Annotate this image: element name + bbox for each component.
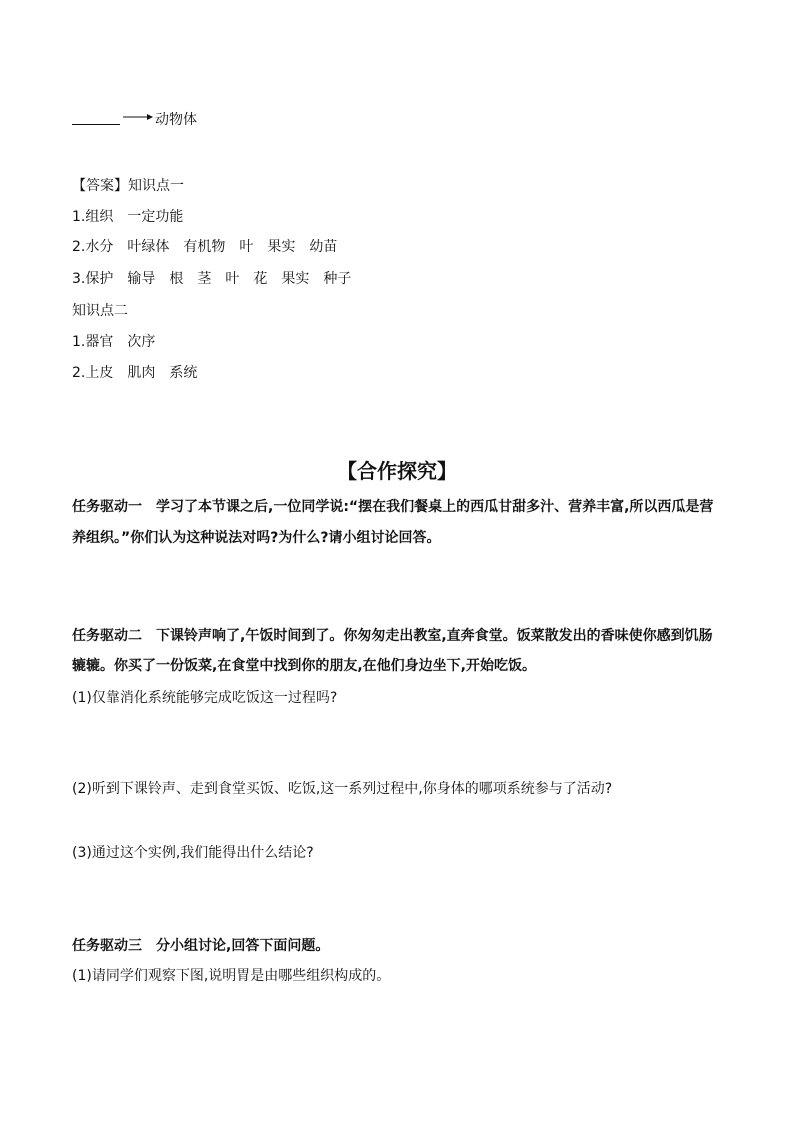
task3-question-1: (1)请同学们观察下图,说明胃是由哪些组织构成的。 bbox=[72, 968, 391, 984]
top-label: 动物体 bbox=[155, 112, 197, 128]
task3-line-1: 任务驱动三 分小组讨论,回答下面问题。 bbox=[72, 938, 330, 954]
task2-question-1: (1)仅靠消化系统能够完成吃饭这一过程吗? bbox=[72, 690, 338, 706]
task2-question-2: (2)听到下课铃声、走到食堂买饭、吃饭,这一系列过程中,你身体的哪项系统参与了活动? bbox=[72, 781, 613, 797]
task3-label: 任务驱动三 bbox=[72, 938, 142, 954]
task1-line-1: 任务驱动一 学习了本节课之后,一位同学说:“摆在我们餐桌上的西瓜甘甜多汁、营养丰富,所以西瓜是营 bbox=[72, 499, 714, 515]
section-title: 【合作探究】 bbox=[337, 459, 457, 483]
right-arrow-icon bbox=[123, 113, 153, 121]
task2-label: 任务驱动二 bbox=[72, 628, 142, 644]
answer-k1-line-3: 3.保护 输导 根 茎 叶 花 果实 种子 bbox=[72, 271, 352, 287]
task1-label: 任务驱动一 bbox=[72, 499, 142, 515]
task1-line-2: 养组织。”你们认为这种说法对吗?为什么?请小组讨论回答。 bbox=[72, 530, 441, 546]
top-blank-line bbox=[72, 110, 197, 129]
answer-k1-line-1: 1.组织 一定功能 bbox=[72, 209, 184, 225]
answer-k2-heading: 知识点二 bbox=[72, 303, 128, 319]
answer-k2-line-2: 2.上皮 肌肉 系统 bbox=[72, 365, 198, 381]
answer-k1-line-2: 2.水分 叶绿体 有机物 叶 果实 幼苗 bbox=[72, 239, 338, 255]
task2-line-2: 辘辘。你买了一份饭菜,在食堂中找到你的朋友,在他们身边坐下,开始吃饭。 bbox=[72, 658, 536, 674]
task2-line-1: 任务驱动二 下课铃声响了,午饭时间到了。你匆匆走出教室,直奔食堂。饭菜散发出的香味使你感到饥肠 bbox=[72, 628, 713, 644]
answer-blank bbox=[72, 110, 120, 125]
task2-question-3: (3)通过这个实例,我们能得出什么结论? bbox=[72, 845, 314, 861]
answer-k2-line-1: 1.器官 次序 bbox=[72, 334, 156, 350]
answer-heading: 【答案】知识点一 bbox=[72, 178, 184, 194]
